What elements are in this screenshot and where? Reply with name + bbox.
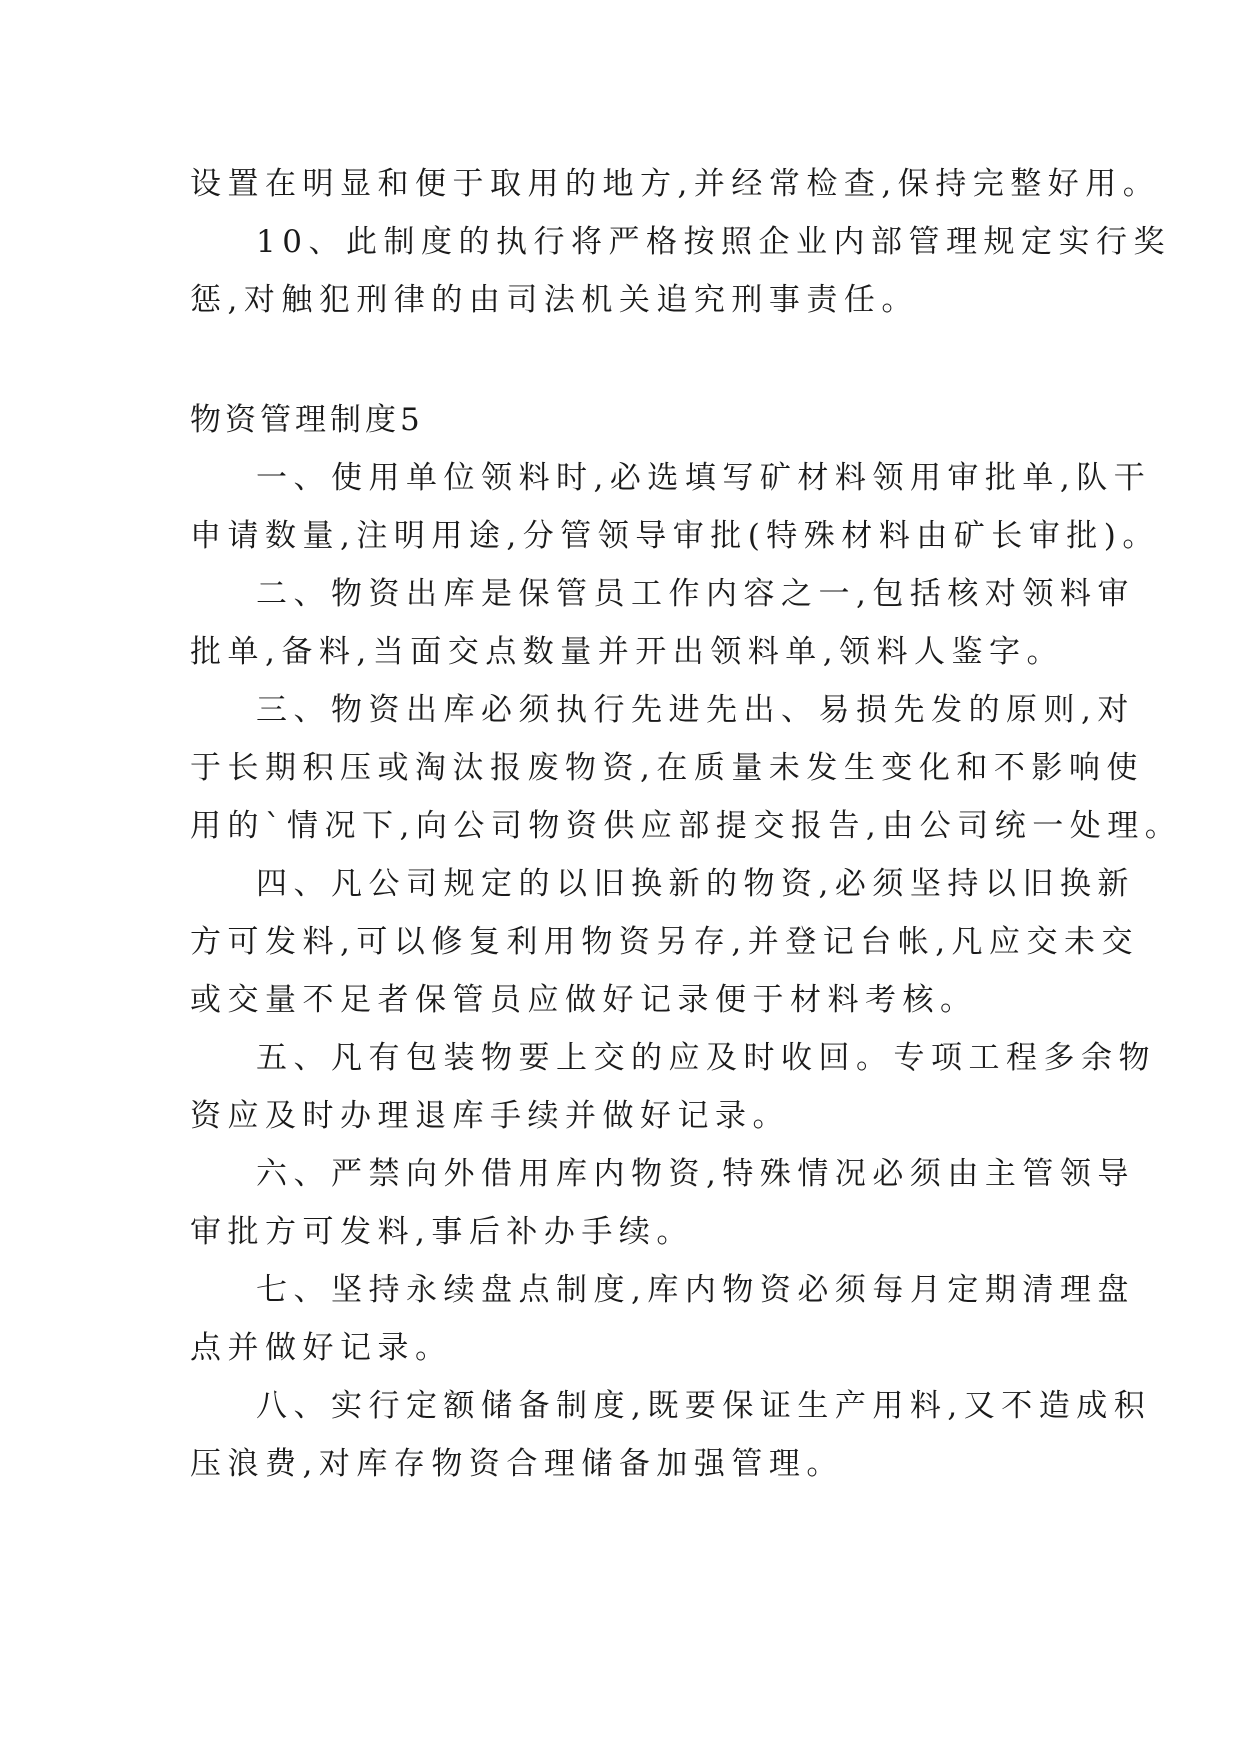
text-line: 压浪费,对库存物资合理储备加强管理。 [190, 1446, 844, 1482]
text-line: 于长期积压或淘汰报废物资,在质量未发生变化和不影响使 [190, 750, 1144, 786]
text-line: 申请数量,注明用途,分管领导审批(特殊材料由矿长审批)。 [190, 518, 1160, 554]
text-line: 三、物资出库必须执行先进先出、易损先发的原则,对 [256, 692, 1135, 728]
text-line: 点并做好记录。 [190, 1330, 453, 1366]
text-line: 惩,对触犯刑律的由司法机关追究刑事责任。 [190, 282, 919, 318]
text-line: 资应及时办理退库手续并做好记录。 [190, 1098, 790, 1134]
text-line: 七、坚持永续盘点制度,库内物资必须每月定期清理盘 [256, 1272, 1135, 1308]
document-page [190, 155, 1183, 1493]
text-line: 六、严禁向外借用库内物资,特殊情况必须由主管领导 [256, 1156, 1135, 1192]
text-line: 二、物资出库是保管员工作内容之一,包括核对领料审 [256, 576, 1135, 612]
text-line: 八、实行定额储备制度,既要保证生产用料,又不造成积 [256, 1388, 1152, 1424]
text-line: 设置在明显和便于取用的地方,并经常检查,保持完整好用。 [190, 166, 1161, 202]
text-line: 方可发料,可以修复利用物资另存,并登记台帐,凡应交未交 [190, 924, 1140, 960]
text-line: 审批方可发料,事后补办手续。 [190, 1214, 694, 1250]
text-line: 四、凡公司规定的以旧换新的物资,必须坚持以旧换新 [256, 866, 1135, 902]
text-line: 一、使用单位领料时,必选填写矿材料领用审批单,队干 [256, 460, 1152, 496]
text-line: 用的`情况下,向公司物资供应部提交报告,由公司统一处理。 [190, 808, 1183, 844]
section-heading: 物资管理制度5 [190, 402, 424, 438]
text-line: 批单,备料,当面交点数量并开出领料单,领料人鉴字。 [190, 634, 1065, 670]
text-line: 五、凡有包装物要上交的应及时收回。专项工程多余物 [256, 1040, 1156, 1076]
text-line: 或交量不足者保管员应做好记录便于材料考核。 [190, 982, 978, 1018]
text-line: 10、此制度的执行将严格按照企业内部管理规定实行奖 [256, 224, 1171, 260]
